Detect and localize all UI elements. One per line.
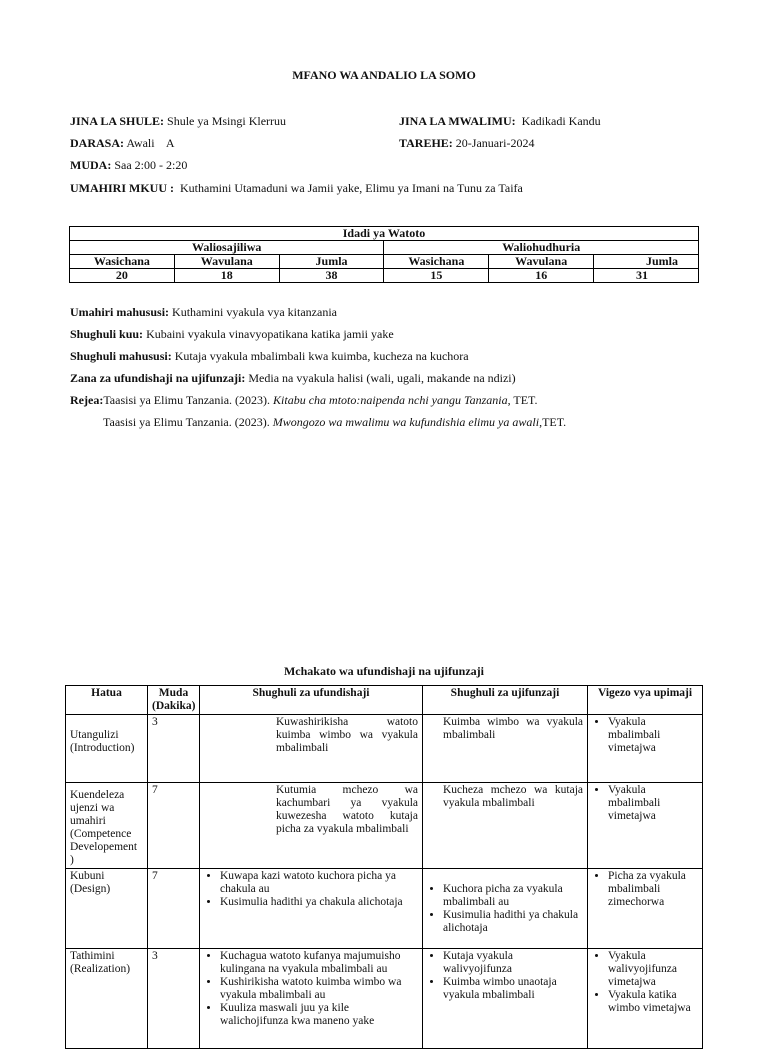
muda-cell: 7	[148, 783, 200, 869]
teaching-item: • Kuwapa kazi watoto kuchora picha ya chakula au	[220, 870, 418, 896]
teaching-cell	[200, 783, 423, 869]
teaching-cell	[200, 869, 423, 949]
assessment-cell	[588, 869, 703, 949]
process-title: Mchakato wa ufundishaji na ujifunzaji	[283, 664, 485, 678]
count-cell: 31	[594, 269, 699, 283]
col-header-hatua: Hatua	[66, 686, 148, 715]
reference-2-suffix: ,TET.	[539, 415, 567, 429]
teaching-tools-label: Zana za ufundishaji na ujifunzaji:	[70, 371, 246, 385]
teacher-label: JINA LA MWALIMU:	[399, 114, 516, 128]
reference-1-title: Kitabu cha mtoto:naipenda nchi yangu Tanzania	[273, 393, 508, 407]
process-header-row	[66, 686, 703, 715]
learning-cell	[423, 783, 588, 869]
class-row	[70, 136, 175, 151]
document-title: MFANO WA ANDALIO LA SOMO	[292, 68, 476, 82]
attendance-table	[69, 226, 699, 283]
main-competence-value: Kuthamini Utamaduni wa Jamii yake, Elimu ya Imani na Tunu za Taifa	[180, 181, 523, 195]
learning-item: • Kusimulia hadithi ya chakula alichotaja	[443, 909, 583, 935]
school-value: Shule ya Msingi Klerruu	[167, 114, 287, 128]
reference-2	[103, 415, 566, 430]
col-header-assessment: Vigezo vya upimaji	[588, 686, 703, 715]
specific-activity	[70, 349, 469, 364]
table-row	[66, 949, 703, 1049]
hatua-cell: Kuendeleza ujenzi wa umahiri (Competence Developement )	[66, 783, 148, 869]
col-header: Jumla	[279, 255, 384, 269]
specific-competence-value: Kuthamini vyakula vya kitanzania	[172, 305, 337, 319]
teaching-cell	[200, 715, 423, 783]
assessment-item: • Vyakula mbalimbali vimetajwa	[608, 784, 698, 823]
assessment-item: • Picha za vyakula mbalimbali zimechorwa	[608, 870, 698, 909]
table-row	[66, 715, 703, 783]
teacher-value: Kadikadi Kandu	[521, 114, 601, 128]
teaching-item: • Kuchagua watoto kufanya majumuisho kulingana na vyakula mbalimbali au	[220, 950, 418, 976]
reference-2-title: Mwongozo wa mwalimu wa kufundishia elimu ya awali	[272, 415, 540, 429]
main-activity-label: Shughuli kuu:	[70, 327, 144, 341]
duration-label: MUDA:	[70, 158, 112, 172]
specific-competence	[70, 305, 337, 320]
registered-header: Waliosajiliwa	[70, 241, 384, 255]
teaching-text: Kutumia mchezo wa kachumbari ya vyakula kuwezesha watoto kutaja picha za vyakula mbalimbali	[276, 784, 418, 835]
main-competence-row	[70, 181, 523, 196]
attendance-column-row	[70, 255, 699, 269]
teaching-item: • Kusimulia hadithi ya chakula alichotaja	[220, 896, 418, 909]
school-label: JINA LA SHULE:	[70, 114, 165, 128]
school-row	[70, 114, 286, 129]
assessment-cell	[588, 949, 703, 1049]
main-competence-label: UMAHIRI MKUU :	[70, 181, 174, 195]
specific-competence-label: Umahiri mahususi:	[70, 305, 170, 319]
assessment-cell	[588, 783, 703, 869]
muda-cell: 3	[148, 715, 200, 783]
attendance-header: Idadi ya Watoto	[70, 227, 699, 241]
teaching-text: Kuwashirikisha watoto kuimba wimbo wa vyakula mbalimbali	[276, 716, 418, 754]
table-row	[66, 869, 703, 949]
teaching-item: • Kuuliza maswali juu ya kile walichojifunza kwa maneno yake	[220, 1002, 418, 1028]
col-header-learning: Shughuli za ujifunzaji	[423, 686, 588, 715]
attendance-value-row	[70, 269, 699, 283]
assessment-item: • Vyakula katika wimbo vimetajwa	[608, 989, 698, 1015]
reference-label: Rejea:	[70, 393, 104, 407]
date-value: 20-Januari-2024	[455, 136, 535, 150]
assessment-item: • Vyakula walivyojifunza vimetajwa	[608, 950, 698, 989]
learning-cell	[423, 715, 588, 783]
specific-activity-label: Shughuli mahususi:	[70, 349, 172, 363]
count-cell: 38	[279, 269, 384, 283]
col-header-muda: Muda (Dakika)	[148, 686, 200, 715]
assessment-cell	[588, 715, 703, 783]
learning-item: • Kuchora picha za vyakula mbalimbali au	[443, 883, 583, 909]
count-cell: 15	[384, 269, 489, 283]
reference-1-suffix: , TET.	[507, 393, 538, 407]
muda-cell: 7	[148, 869, 200, 949]
col-header: Wavulana	[174, 255, 279, 269]
learning-text: Kucheza mchezo wa kutaja vyakula mbalimbali	[443, 784, 583, 809]
col-header: Wavulana	[489, 255, 594, 269]
reference-2-prefix: Taasisi ya Elimu Tanzania. (2023).	[103, 415, 270, 429]
col-header: Wasichana	[384, 255, 489, 269]
learning-cell	[423, 949, 588, 1049]
learning-cell	[423, 869, 588, 949]
hatua-cell: Tathimini (Realization)	[66, 949, 148, 1049]
class-value: Awali A	[126, 136, 175, 150]
class-label: DARASA:	[70, 136, 124, 150]
teaching-cell	[200, 949, 423, 1049]
main-activity-value: Kubaini vyakula vinavyopatikana katika jamii yake	[146, 327, 394, 341]
col-header-teaching: Shughuli za ufundishaji	[200, 686, 423, 715]
process-table	[65, 685, 703, 1049]
assessment-item: • Vyakula mbalimbali vimetajwa	[608, 716, 698, 755]
learning-item: • Kuimba wimbo unaotaja vyakula mbalimbali	[443, 976, 583, 1002]
table-row	[66, 783, 703, 869]
count-cell: 20	[70, 269, 175, 283]
col-header: Wasichana	[70, 255, 175, 269]
count-cell: 16	[489, 269, 594, 283]
hatua-cell: Kubuni (Design)	[66, 869, 148, 949]
count-cell: 18	[174, 269, 279, 283]
main-activity	[70, 327, 394, 342]
teaching-tools	[70, 371, 516, 386]
teacher-row	[399, 114, 601, 129]
attended-header: Waliohudhuria	[384, 241, 699, 255]
date-row	[399, 136, 534, 151]
date-label: TAREHE:	[399, 136, 453, 150]
teaching-item: • Kushirikisha watoto kuimba wimbo wa vyakula mbalimbali au	[220, 976, 418, 1002]
col-header: Jumla	[594, 255, 699, 269]
teaching-tools-value: Media na vyakula halisi (wali, ugali, makande na ndizi)	[248, 371, 516, 385]
reference-1	[70, 393, 537, 408]
duration-row	[70, 158, 187, 173]
learning-text: Kuimba wimbo wa vyakula mbalimbali	[443, 716, 583, 741]
hatua-cell: Utangulizi (Introduction)	[66, 715, 148, 783]
reference-1-prefix: Taasisi ya Elimu Tanzania. (2023).	[103, 393, 271, 407]
learning-item: • Kutaja vyakula walivyojifunza	[443, 950, 583, 976]
duration-value: Saa 2:00 - 2:20	[114, 158, 188, 172]
muda-cell: 3	[148, 949, 200, 1049]
specific-activity-value: Kutaja vyakula mbalimbali kwa kuimba, kucheza na kuchora	[174, 349, 469, 363]
